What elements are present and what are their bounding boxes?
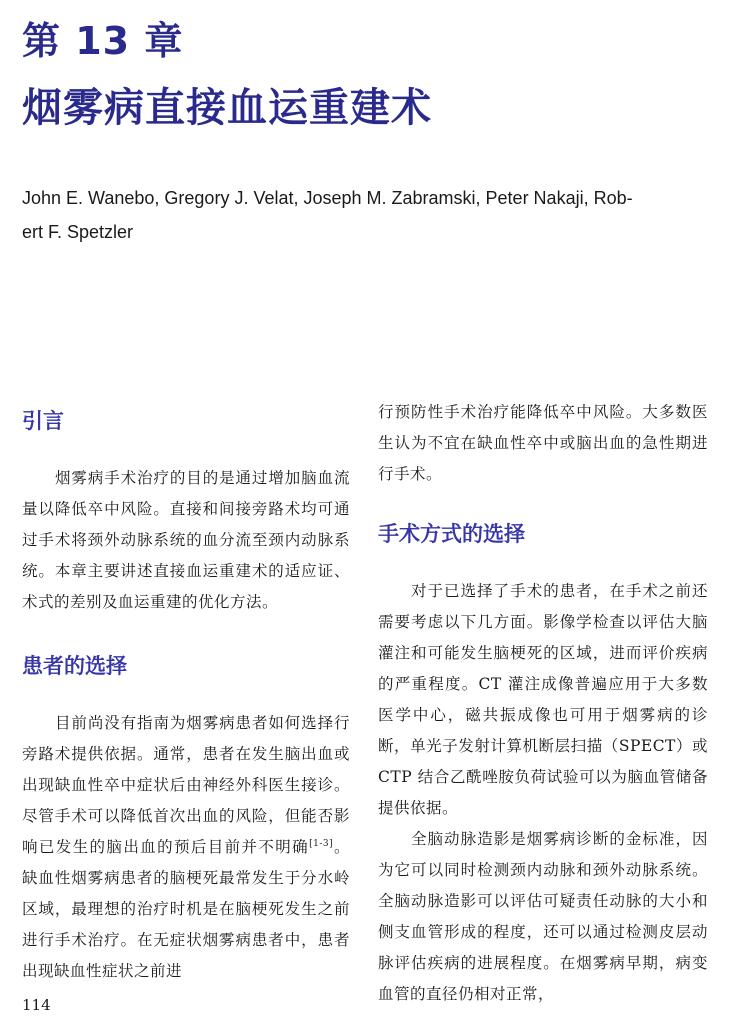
intro-heading: 引言 <box>22 409 64 433</box>
author-line-1: John E. Wanebo, Gregory J. Velat, Joseph M. Zabramski, Peter Nakaji, Rob- <box>22 188 633 208</box>
chapter-label: 第 13 章 <box>22 19 184 63</box>
patient-selection-text-b: 。缺血性烟雾病患者的脑梗死最常发生于分水岭区域，最理想的治疗时机是在脑梗死发生之前进行手术治疗。在无症状烟雾病患者中，患者出现缺血性症状之前进 <box>22 838 350 980</box>
surgical-method-paragraph-2: 全脑动脉造影是烟雾病诊断的金标准，因为它可以同时检测颈内动脉和颈外动脉系统。全脑动脉造影可以评估可疑责任动脉的大小和侧支血管形成的程度，还可以通过检测皮层动脉评估疾病的进展程度。在烟雾病早期，病变血管的直径仍相对正常， <box>378 830 708 1003</box>
intro-paragraph: 烟雾病手术治疗的目的是通过增加脑血流量以降低卒中风险。直接和间接旁路术均可通过手术将颈外动脉系统的血分流至颈内动脉系统。本章主要讲述直接血运重建术的适应证、术式的差别及血运重建的优化方法。 <box>22 469 350 611</box>
surgical-method-heading: 手术方式的选择 <box>378 522 525 546</box>
patient-selection-text-a: 目前尚没有指南为烟雾病患者如何选择行旁路术提供依据。通常，患者在发生脑出血或出现缺血性卒中症状后由神经外科医生接诊。尽管手术可以降低首次出血的风险，但能否影响已发生的脑出血的预后目前并不明确 <box>22 714 350 856</box>
patient-selection-paragraph <box>22 708 350 987</box>
chapter-title: 烟雾病直接血运重建术 <box>22 85 432 131</box>
right-column <box>378 405 708 1010</box>
author-list <box>22 181 702 249</box>
surgical-method-paragraph-1: 对于已选择了手术的患者，在手术之前还需要考虑以下几方面。影像学检查以评估大脑灌注和可能发生脑梗死的区域，进而评价疾病的严重程度。CT 灌注成像普遍应用于大多数医学中心，磁共振成像也可用于烟雾病的诊断，单光子发射计算机断层扫描（SPECT）或 CTP 结合乙酰唑胺负荷试验可以为脑血管储备提供依据。 <box>378 582 708 817</box>
patient-selection-heading: 患者的选择 <box>22 654 127 678</box>
continued-paragraph: 行预防性手术治疗能降低卒中风险。大多数医生认为不宜在缺血性卒中或脑出血的急性期进行手术。 <box>378 403 708 483</box>
left-column <box>22 405 350 987</box>
author-line-2: ert F. Spetzler <box>22 222 134 242</box>
page-number: 114 <box>22 996 51 1014</box>
citation-reference: [1-3] <box>309 838 334 849</box>
